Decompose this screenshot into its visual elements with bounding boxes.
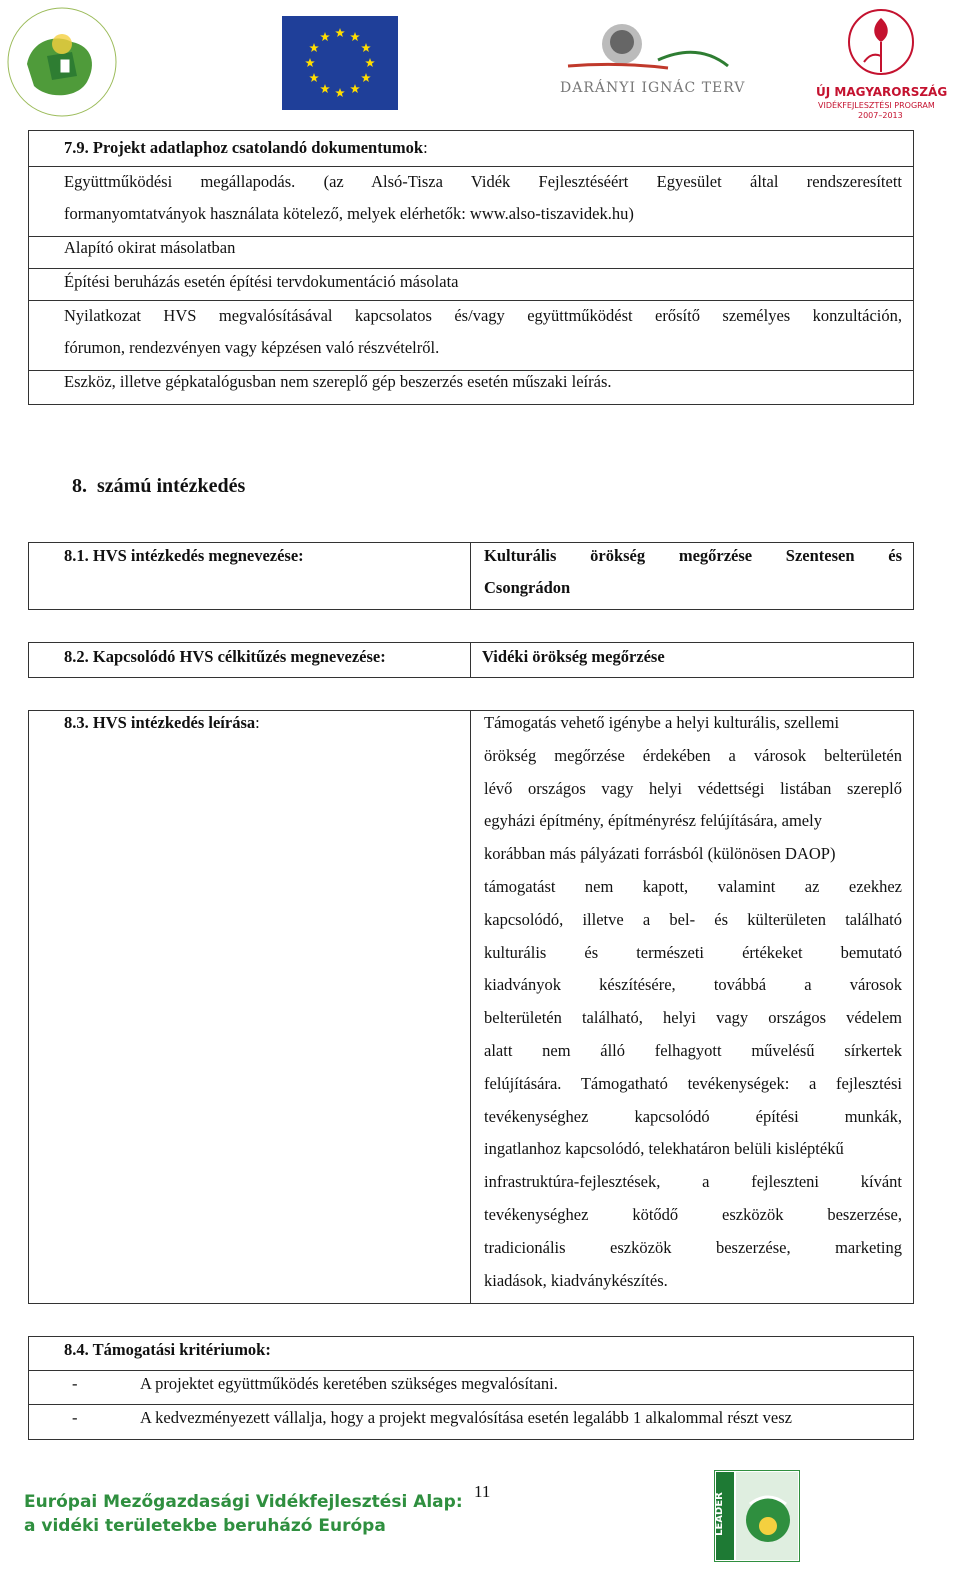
- measure-name-value-line2: Csongrádon: [484, 578, 571, 597]
- criteria-item-dash: -: [72, 1374, 78, 1393]
- footer-eafrd-line1: Európai Mezőgazdasági Vidékfejlesztési Alap:: [24, 1492, 463, 1512]
- uj-magyarorszag-title: ÚJ MAGYARORSZÁG: [816, 85, 948, 99]
- description-line: egyházi építmény, építményrész felújítására, amely: [484, 811, 822, 831]
- description-line: támogatást nem kapott, valamint az ezekhez: [484, 877, 902, 896]
- criteria-label: 8.4. Támogatási kritériumok:: [64, 1340, 271, 1359]
- doc-item-cooperation-agreement-line2: formanyomtatványok használata kötelező, melyek elérhetők: www.also-tiszavidek.hu): [64, 204, 634, 223]
- section-7-9-title: 7.9. Projekt adatlaphoz csatolandó dokumentumok:: [64, 138, 428, 157]
- uj-magyarorszag-years: 2007–2013: [858, 111, 903, 120]
- objective-label: 8.2. Kapcsolódó HVS célkitűzés megnevezése:: [64, 647, 386, 666]
- description-line: örökség megőrzése érdekében a városok belterületén: [484, 745, 902, 765]
- doc-item-founding-deed: Alapító okirat másolatban: [64, 238, 236, 257]
- doc-item-technical-description: Eszköz, illetve gépkatalógusban nem szereplő gép beszerzés esetén műszaki leírás.: [64, 372, 612, 391]
- criteria-item: A projektet együttműködés keretében szükséges megvalósítani.: [140, 1374, 558, 1393]
- uj-magyarorszag-subtitle: VIDÉKFEJLESZTÉSI PROGRAM: [818, 101, 935, 110]
- description-line: infrastruktúra-fejlesztések, a fejleszteni kívánt: [484, 1172, 902, 1192]
- description-line: ingatlanhoz kapcsolódó, telekhatáron belüli kisléptékű: [484, 1139, 844, 1159]
- daranyi-ignac-terv-logo: [558, 22, 746, 102]
- description-line: tevékenységhez kapcsolódó építési munkák,: [484, 1106, 902, 1126]
- measure-name-value-line1: Kulturális örökség megőrzése Szentesen és: [484, 546, 902, 565]
- description-line: kapcsolódó, illetve a bel- és külterületen található: [484, 909, 902, 929]
- leader-logo: [714, 1470, 800, 1562]
- objective-value: Vidéki örökség megőrzése: [482, 647, 665, 666]
- alsotisza-logo: [2, 4, 122, 122]
- doc-item-declaration-line1: Nyilatkozat HVS megvalósításával kapcsolatos és/vagy együttműködést erősítő személyes konzultáción,: [64, 306, 902, 325]
- leader-logo-label: LEADER: [713, 1492, 725, 1536]
- description-line: tradicionális eszközök beszerzése, marketing: [484, 1237, 902, 1257]
- description-line: korábban más pályázati forrásból (különösen DAOP): [484, 844, 836, 864]
- doc-item-cooperation-agreement-line1: Együttműködési megállapodás. (az Alsó-Tisza Vidék Fejlesztéséért Egyesület által rendszeresített: [64, 172, 902, 191]
- description-line: kiadások, kiadványkészítés.: [484, 1270, 668, 1290]
- criteria-item-dash: -: [72, 1408, 78, 1427]
- description-line: lévő országos vagy helyi védettségi listában szereplő: [484, 778, 902, 798]
- doc-item-construction-plans: Építési beruházás esetén építési tervdokumentáció másolata: [64, 272, 459, 291]
- description-line: felújítására. Támogatható tevékenységek: a fejlesztési: [484, 1073, 902, 1093]
- description-label: 8.3. HVS intézkedés leírása:: [64, 713, 260, 732]
- page-number: 11: [474, 1482, 491, 1501]
- criteria-item: A kedvezményezett vállalja, hogy a projekt megvalósítása esetén legalább 1 alkalommal részt vesz: [140, 1408, 792, 1427]
- eu-flag-logo: [282, 16, 398, 110]
- description-line: kulturális és természeti értékeket bemutató: [484, 942, 902, 962]
- description-line: tevékenységhez kötődő eszközök beszerzése,: [484, 1205, 902, 1224]
- measure-heading: 8. számú intézkedés: [72, 475, 246, 497]
- description-line: belterületén található, helyi vagy országos védelem: [484, 1008, 902, 1028]
- measure-name-label: 8.1. HVS intézkedés megnevezése:: [64, 546, 304, 565]
- description-line: alatt nem álló felhagyott művelésű sírkertek: [484, 1041, 902, 1060]
- doc-item-declaration-line2: fórumon, rendezvényen vagy képzésen való részvételről.: [64, 338, 440, 357]
- description-line: Támogatás vehető igénybe a helyi kulturális, szellemi: [484, 713, 840, 732]
- daranyi-ignac-terv-label: DARÁNYI IGNÁC TERV: [560, 80, 746, 96]
- uj-magyarorszag-logo: [812, 6, 950, 122]
- description-line: kiadványok készítésére, továbbá a városok: [484, 975, 902, 995]
- footer-eafrd-line2: a vidéki területekbe beruházó Európa: [24, 1516, 386, 1536]
